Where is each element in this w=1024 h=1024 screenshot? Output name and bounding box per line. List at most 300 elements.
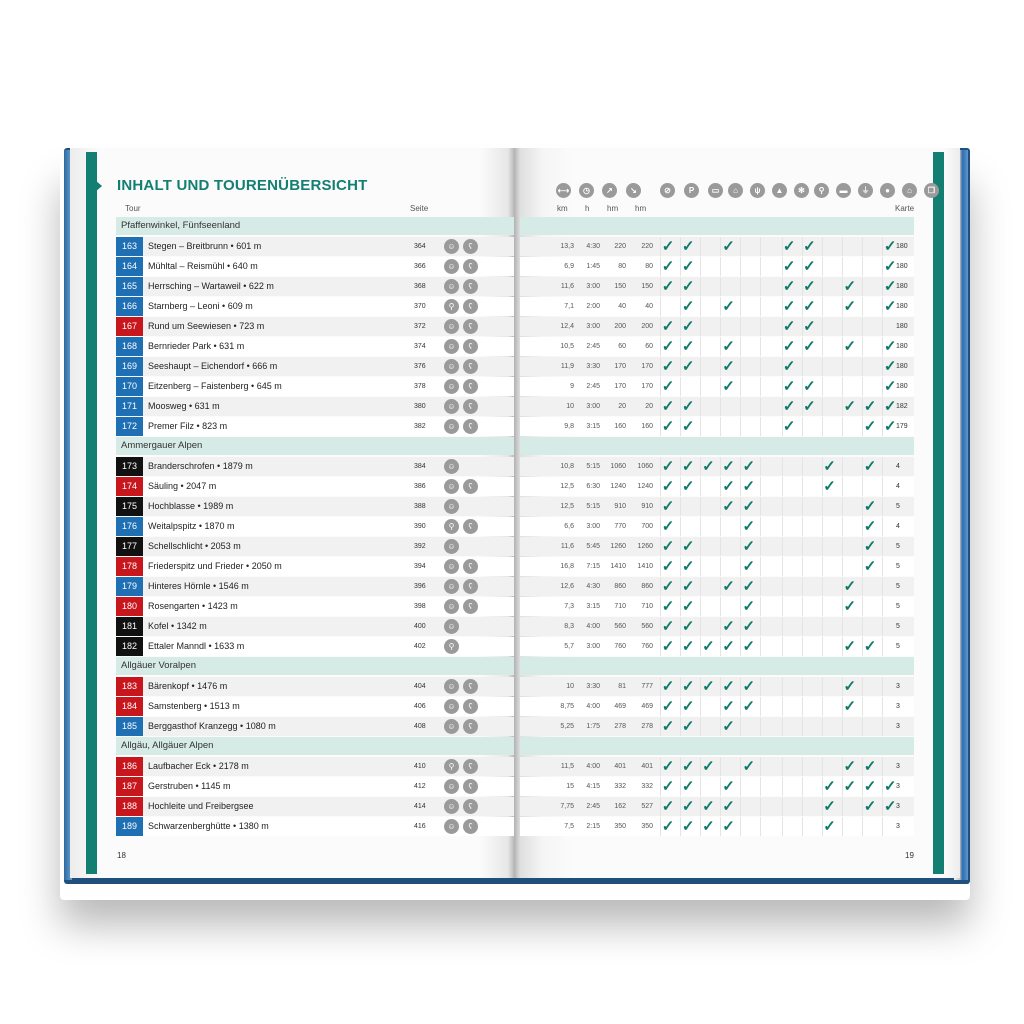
tour-ascent: 200 bbox=[614, 323, 626, 330]
check-icon: ✓ bbox=[661, 718, 675, 735]
tour-map-number: 5 bbox=[896, 623, 900, 630]
tour-name[interactable]: Weitalpspitz • 1870 m bbox=[148, 521, 235, 531]
check-icon: ✓ bbox=[803, 378, 816, 395]
column-divider bbox=[700, 337, 701, 356]
kids-bear-icon: ʕ bbox=[463, 479, 478, 494]
tour-number-badge: 189 bbox=[116, 817, 143, 836]
column-divider bbox=[842, 317, 843, 336]
column-divider bbox=[882, 537, 883, 556]
header-icon-row bbox=[556, 183, 936, 201]
table-row-right bbox=[520, 357, 914, 376]
header-km: km bbox=[557, 204, 568, 213]
check-icon: ✓ bbox=[722, 778, 735, 795]
column-divider bbox=[822, 637, 823, 656]
tour-hours: 1:75 bbox=[586, 723, 600, 730]
tour-page: 366 bbox=[414, 263, 426, 270]
tour-hours: 4:00 bbox=[586, 623, 600, 630]
check-icon: ✓ bbox=[681, 678, 695, 695]
check-icon: ✓ bbox=[681, 238, 695, 255]
table-row-right bbox=[520, 397, 914, 416]
family-icon: ☺ bbox=[444, 679, 459, 694]
column-divider bbox=[822, 357, 823, 376]
column-divider bbox=[740, 817, 741, 836]
column-divider bbox=[760, 417, 761, 436]
kids-bear-icon: ʕ bbox=[463, 779, 478, 794]
column-divider bbox=[822, 757, 823, 776]
clock-icon: ◷ bbox=[579, 183, 594, 198]
table-row-right bbox=[520, 457, 914, 476]
tour-name[interactable]: Laufbacher Eck • 2178 m bbox=[148, 761, 249, 771]
check-icon: ✓ bbox=[681, 318, 695, 335]
check-icon: ✓ bbox=[863, 758, 877, 775]
family-icon: ☺ bbox=[444, 459, 459, 474]
check-icon: ✓ bbox=[681, 718, 695, 735]
tour-number-badge: 166 bbox=[116, 297, 143, 316]
table-row[interactable] bbox=[116, 517, 514, 536]
kids-bear-icon: ʕ bbox=[463, 679, 478, 694]
table-row-right bbox=[520, 377, 914, 396]
tour-number-badge: 175 bbox=[116, 497, 143, 516]
check-icon: ✓ bbox=[742, 618, 756, 635]
tour-descent: 160 bbox=[641, 423, 653, 430]
column-divider bbox=[802, 697, 803, 716]
tour-descent: 1060 bbox=[637, 463, 653, 470]
tour-number-badge: 188 bbox=[116, 797, 143, 816]
table-row[interactable] bbox=[116, 357, 514, 376]
table-row-right bbox=[520, 617, 914, 636]
header-hm-down: hm bbox=[635, 204, 647, 213]
check-icon: ✓ bbox=[661, 238, 675, 255]
check-icon: ✓ bbox=[843, 678, 857, 695]
table-row[interactable] bbox=[116, 697, 514, 716]
tour-ascent: 162 bbox=[614, 803, 626, 810]
tour-km: 9,8 bbox=[564, 423, 574, 430]
check-icon: ✓ bbox=[681, 338, 695, 355]
column-divider bbox=[760, 557, 761, 576]
walker-icon: ⚲ bbox=[444, 639, 459, 654]
tour-ascent: 278 bbox=[614, 723, 626, 730]
column-divider bbox=[882, 697, 883, 716]
column-divider bbox=[700, 597, 701, 616]
check-icon: ✓ bbox=[722, 358, 735, 375]
tour-name[interactable]: Berggasthof Kranzegg • 1080 m bbox=[148, 721, 276, 731]
check-icon: ✓ bbox=[843, 338, 857, 355]
tour-page: 368 bbox=[414, 283, 426, 290]
column-divider bbox=[700, 717, 701, 736]
table-row-right bbox=[520, 337, 914, 356]
check-icon: ✓ bbox=[722, 378, 735, 395]
check-icon: ✓ bbox=[863, 638, 877, 655]
header-tour: Tour bbox=[125, 204, 141, 213]
tour-name[interactable]: Stegen – Breitbrunn • 601 m bbox=[148, 241, 262, 251]
tour-map-number: 180 bbox=[896, 323, 908, 330]
table-row[interactable] bbox=[116, 637, 514, 656]
kids-bear-icon: ʕ bbox=[463, 559, 478, 574]
column-divider bbox=[882, 457, 883, 476]
table-row[interactable] bbox=[116, 317, 514, 336]
tour-name[interactable]: Starnberg – Leoni • 609 m bbox=[148, 301, 253, 311]
column-divider bbox=[822, 377, 823, 396]
tour-descent: 860 bbox=[641, 583, 653, 590]
check-icon: ✓ bbox=[863, 798, 877, 815]
tour-descent: 170 bbox=[641, 383, 653, 390]
tour-page: 378 bbox=[414, 383, 426, 390]
table-row-right bbox=[520, 257, 914, 276]
column-divider bbox=[882, 617, 883, 636]
tour-name[interactable]: Branderschrofen • 1879 m bbox=[148, 461, 253, 471]
tour-descent: 700 bbox=[641, 523, 653, 530]
column-divider bbox=[802, 617, 803, 636]
table-row[interactable] bbox=[116, 777, 514, 796]
tour-km: 12,5 bbox=[560, 483, 574, 490]
column-divider bbox=[700, 557, 701, 576]
check-icon: ✓ bbox=[863, 398, 877, 415]
column-divider bbox=[660, 297, 661, 316]
family-icon: ☺ bbox=[444, 819, 459, 834]
kids-bear-icon: ʕ bbox=[463, 519, 478, 534]
column-divider bbox=[802, 357, 803, 376]
column-divider bbox=[802, 777, 803, 796]
column-divider bbox=[720, 257, 721, 276]
table-row-right bbox=[520, 597, 914, 616]
table-row[interactable] bbox=[116, 497, 514, 516]
check-icon: ✓ bbox=[722, 698, 735, 715]
tour-name[interactable]: Seeshaupt – Eichendorf • 666 m bbox=[148, 361, 278, 371]
column-divider bbox=[842, 517, 843, 536]
tour-descent: 150 bbox=[641, 283, 653, 290]
column-divider bbox=[740, 237, 741, 256]
tour-page: 382 bbox=[414, 423, 426, 430]
check-icon: ✓ bbox=[681, 578, 695, 595]
tour-descent: 910 bbox=[641, 503, 653, 510]
table-row-right bbox=[520, 777, 914, 796]
tour-map-number: 182 bbox=[896, 403, 908, 410]
tour-name[interactable]: Rosengarten • 1423 m bbox=[148, 601, 238, 611]
table-row-right bbox=[520, 557, 914, 576]
table-row-right bbox=[520, 717, 914, 736]
column-divider bbox=[740, 337, 741, 356]
table-row[interactable] bbox=[116, 417, 514, 436]
column-divider bbox=[760, 497, 761, 516]
check-icon: ✓ bbox=[782, 418, 796, 435]
tour-descent: 80 bbox=[645, 263, 653, 270]
column-divider bbox=[700, 397, 701, 416]
column-divider bbox=[782, 477, 783, 496]
tour-hours: 2:00 bbox=[586, 303, 600, 310]
column-divider bbox=[700, 577, 701, 596]
table-row-right bbox=[520, 757, 914, 776]
tour-km: 12,4 bbox=[560, 323, 574, 330]
check-icon: ✓ bbox=[883, 418, 897, 435]
tour-hours: 6:30 bbox=[586, 483, 600, 490]
tour-name[interactable]: Schellschlicht • 2053 m bbox=[148, 541, 241, 551]
tour-hours: 2:15 bbox=[586, 823, 600, 830]
tour-hours: 3:00 bbox=[586, 323, 600, 330]
table-row[interactable] bbox=[116, 297, 514, 316]
tour-name[interactable]: Premer Filz • 823 m bbox=[148, 421, 228, 431]
tour-ascent: 81 bbox=[618, 683, 626, 690]
table-row[interactable] bbox=[116, 237, 514, 256]
tour-page: 406 bbox=[414, 703, 426, 710]
parking-icon: P bbox=[684, 183, 699, 198]
column-divider bbox=[862, 237, 863, 256]
check-icon: ✓ bbox=[681, 358, 695, 375]
column-divider bbox=[760, 377, 761, 396]
tour-number-badge: 174 bbox=[116, 477, 143, 496]
kids-bear-icon: ʕ bbox=[463, 359, 478, 374]
kids-bear-icon: ʕ bbox=[463, 419, 478, 434]
table-row[interactable] bbox=[116, 817, 514, 836]
check-icon: ✓ bbox=[782, 238, 796, 255]
column-divider bbox=[760, 397, 761, 416]
check-icon: ✓ bbox=[661, 278, 675, 295]
table-row[interactable] bbox=[116, 797, 514, 816]
tour-ascent: 910 bbox=[614, 503, 626, 510]
header-h: h bbox=[585, 204, 590, 213]
tour-descent: 332 bbox=[641, 783, 653, 790]
left-accent-bar bbox=[86, 152, 97, 874]
family-icon: ☺ bbox=[444, 419, 459, 434]
table-row[interactable] bbox=[116, 557, 514, 576]
table-row-right bbox=[520, 517, 914, 536]
check-icon: ✓ bbox=[803, 258, 816, 275]
tour-ascent: 469 bbox=[614, 703, 626, 710]
table-row[interactable] bbox=[116, 577, 514, 596]
tour-name[interactable]: Herrsching – Wartaweil • 622 m bbox=[148, 281, 274, 291]
check-icon: ✓ bbox=[681, 458, 695, 475]
tour-name[interactable]: Bärenkopf • 1476 m bbox=[148, 681, 228, 691]
tour-hours: 3:30 bbox=[586, 363, 600, 370]
check-icon: ✓ bbox=[742, 518, 756, 535]
kids-bear-icon: ʕ bbox=[463, 259, 478, 274]
table-row[interactable] bbox=[116, 377, 514, 396]
tour-number-badge: 178 bbox=[116, 557, 143, 576]
column-divider bbox=[782, 457, 783, 476]
check-icon: ✓ bbox=[681, 298, 695, 315]
tour-name[interactable]: Ettaler Manndl • 1633 m bbox=[148, 641, 245, 651]
check-icon: ✓ bbox=[843, 578, 857, 595]
tour-descent: 1260 bbox=[637, 543, 653, 550]
check-icon: ✓ bbox=[883, 798, 897, 815]
tour-map-number: 179 bbox=[896, 423, 908, 430]
column-divider bbox=[782, 617, 783, 636]
kids-bear-icon: ʕ bbox=[463, 239, 478, 254]
tour-descent: 710 bbox=[641, 603, 653, 610]
tour-name[interactable]: Rund um Seewiesen • 723 m bbox=[148, 321, 265, 331]
column-divider bbox=[822, 237, 823, 256]
check-icon: ✓ bbox=[843, 638, 857, 655]
tour-number-badge: 183 bbox=[116, 677, 143, 696]
tour-descent: 20 bbox=[645, 403, 653, 410]
tour-page: 404 bbox=[414, 683, 426, 690]
tour-name[interactable]: Mühltal – Reismühl • 640 m bbox=[148, 261, 258, 271]
column-divider bbox=[782, 497, 783, 516]
column-divider bbox=[882, 577, 883, 596]
tour-number-badge: 179 bbox=[116, 577, 143, 596]
check-icon: ✓ bbox=[742, 538, 756, 555]
tour-name[interactable]: Samstenberg • 1513 m bbox=[148, 701, 240, 711]
column-divider bbox=[700, 617, 701, 636]
tour-name[interactable]: Säuling • 2047 m bbox=[148, 481, 217, 491]
tour-hours: 2:45 bbox=[586, 343, 600, 350]
tour-number-badge: 173 bbox=[116, 457, 143, 476]
column-divider bbox=[760, 717, 761, 736]
tour-number-badge: 172 bbox=[116, 417, 143, 436]
check-icon: ✓ bbox=[742, 458, 756, 475]
tour-name[interactable]: Bernrieder Park • 631 m bbox=[148, 341, 245, 351]
winter-icon: ✻ bbox=[794, 183, 809, 198]
table-row[interactable] bbox=[116, 257, 514, 276]
family-icon: ☺ bbox=[444, 359, 459, 374]
column-divider bbox=[782, 757, 783, 776]
column-divider bbox=[842, 257, 843, 276]
check-icon: ✓ bbox=[681, 618, 695, 635]
column-divider bbox=[802, 597, 803, 616]
tour-map-number: 5 bbox=[896, 543, 900, 550]
column-divider bbox=[862, 357, 863, 376]
column-divider bbox=[822, 677, 823, 696]
table-row[interactable] bbox=[116, 537, 514, 556]
check-icon: ✓ bbox=[661, 558, 675, 575]
check-icon: ✓ bbox=[681, 398, 695, 415]
column-divider bbox=[862, 337, 863, 356]
tour-name[interactable]: Gerstruben • 1145 m bbox=[148, 781, 231, 791]
table-row[interactable] bbox=[116, 617, 514, 636]
section-header: Pfaffenwinkel, Fünfseenland bbox=[116, 217, 514, 235]
table-row[interactable] bbox=[116, 757, 514, 776]
table-row[interactable] bbox=[116, 717, 514, 736]
check-icon: ✓ bbox=[863, 518, 877, 535]
column-divider bbox=[802, 457, 803, 476]
kids-bear-icon: ʕ bbox=[463, 719, 478, 734]
table-row-right bbox=[520, 817, 914, 836]
section-header-right bbox=[520, 657, 914, 675]
column-divider bbox=[782, 817, 783, 836]
tour-hours: 4:00 bbox=[586, 703, 600, 710]
table-row-right bbox=[520, 537, 914, 556]
no-entry-icon: ⊘ bbox=[660, 183, 675, 198]
column-divider bbox=[760, 357, 761, 376]
check-icon: ✓ bbox=[661, 758, 675, 775]
family-icon: ☺ bbox=[444, 239, 459, 254]
column-divider bbox=[882, 477, 883, 496]
tour-name[interactable]: Hochblasse • 1989 m bbox=[148, 501, 234, 511]
tour-descent: 1240 bbox=[637, 483, 653, 490]
column-divider bbox=[782, 717, 783, 736]
check-icon: ✓ bbox=[722, 678, 735, 695]
column-divider bbox=[842, 557, 843, 576]
column-divider bbox=[842, 457, 843, 476]
check-icon: ✓ bbox=[661, 518, 675, 535]
tour-km: 9 bbox=[570, 383, 574, 390]
check-icon: ✓ bbox=[742, 498, 756, 515]
tour-hours: 3:00 bbox=[586, 643, 600, 650]
tour-name[interactable]: Schwarzenberghütte • 1380 m bbox=[148, 821, 269, 831]
tour-name[interactable]: Hinteres Hörnle • 1546 m bbox=[148, 581, 249, 591]
tour-km: 8,3 bbox=[564, 623, 574, 630]
family-icon: ☺ bbox=[444, 719, 459, 734]
column-divider bbox=[700, 497, 701, 516]
check-icon: ✓ bbox=[722, 618, 735, 635]
check-icon: ✓ bbox=[661, 258, 675, 275]
check-icon: ✓ bbox=[883, 238, 897, 255]
table-row[interactable] bbox=[116, 677, 514, 696]
check-icon: ✓ bbox=[782, 398, 796, 415]
check-icon: ✓ bbox=[661, 678, 675, 695]
tour-km: 11,9 bbox=[560, 363, 574, 370]
column-divider bbox=[822, 577, 823, 596]
page-number-left: 18 bbox=[117, 851, 126, 860]
table-row[interactable] bbox=[116, 337, 514, 356]
tour-name[interactable]: Kofel • 1342 m bbox=[148, 621, 207, 631]
table-row[interactable] bbox=[116, 277, 514, 296]
table-row[interactable] bbox=[116, 397, 514, 416]
column-divider bbox=[882, 317, 883, 336]
column-divider bbox=[720, 597, 721, 616]
tour-page: 400 bbox=[414, 623, 426, 630]
check-icon: ✓ bbox=[883, 278, 897, 295]
check-icon: ✓ bbox=[661, 538, 675, 555]
kids-bear-icon: ʕ bbox=[463, 579, 478, 594]
tour-name[interactable]: Friederspitz und Frieder • 2050 m bbox=[148, 561, 282, 571]
tour-map-number: 180 bbox=[896, 243, 908, 250]
tour-descent: 220 bbox=[641, 243, 653, 250]
check-icon: ✓ bbox=[863, 418, 877, 435]
tour-km: 7,3 bbox=[564, 603, 574, 610]
tour-km: 13,3 bbox=[560, 243, 574, 250]
check-icon: ✓ bbox=[742, 758, 756, 775]
tour-page: 414 bbox=[414, 803, 426, 810]
column-divider bbox=[882, 637, 883, 656]
table-row-right bbox=[520, 577, 914, 596]
check-icon: ✓ bbox=[661, 478, 675, 495]
check-icon: ✓ bbox=[722, 478, 735, 495]
check-icon: ✓ bbox=[661, 798, 675, 815]
table-row[interactable] bbox=[116, 597, 514, 616]
restaurant-icon: ψ bbox=[750, 183, 765, 198]
tour-km: 10 bbox=[566, 403, 574, 410]
column-divider bbox=[822, 717, 823, 736]
check-icon: ✓ bbox=[661, 458, 675, 475]
column-divider bbox=[802, 577, 803, 596]
tour-number-badge: 185 bbox=[116, 717, 143, 736]
tour-km: 6,6 bbox=[564, 523, 574, 530]
family-icon: ☺ bbox=[444, 319, 459, 334]
tour-number-badge: 186 bbox=[116, 757, 143, 776]
tour-name[interactable]: Moosweg • 631 m bbox=[148, 401, 220, 411]
tour-map-number: 3 bbox=[896, 723, 900, 730]
walker-icon: ⚲ bbox=[444, 759, 459, 774]
tour-ascent: 1410 bbox=[610, 563, 626, 570]
tour-number-badge: 182 bbox=[116, 637, 143, 656]
header-seite: Seite bbox=[410, 204, 429, 213]
check-icon: ✓ bbox=[681, 538, 695, 555]
column-divider bbox=[760, 637, 761, 656]
column-divider bbox=[680, 497, 681, 516]
column-divider bbox=[760, 777, 761, 796]
tour-name[interactable]: Hochleite und Freibergsee bbox=[148, 801, 254, 811]
tour-page: 416 bbox=[414, 823, 426, 830]
check-icon: ✓ bbox=[681, 778, 695, 795]
check-icon: ✓ bbox=[823, 458, 836, 475]
tour-name[interactable]: Eitzenberg – Faistenberg • 645 m bbox=[148, 381, 282, 391]
check-icon: ✓ bbox=[782, 338, 796, 355]
column-divider bbox=[760, 277, 761, 296]
column-divider bbox=[782, 577, 783, 596]
table-row[interactable] bbox=[116, 457, 514, 476]
table-row[interactable] bbox=[116, 477, 514, 496]
tour-map-number: 5 bbox=[896, 603, 900, 610]
